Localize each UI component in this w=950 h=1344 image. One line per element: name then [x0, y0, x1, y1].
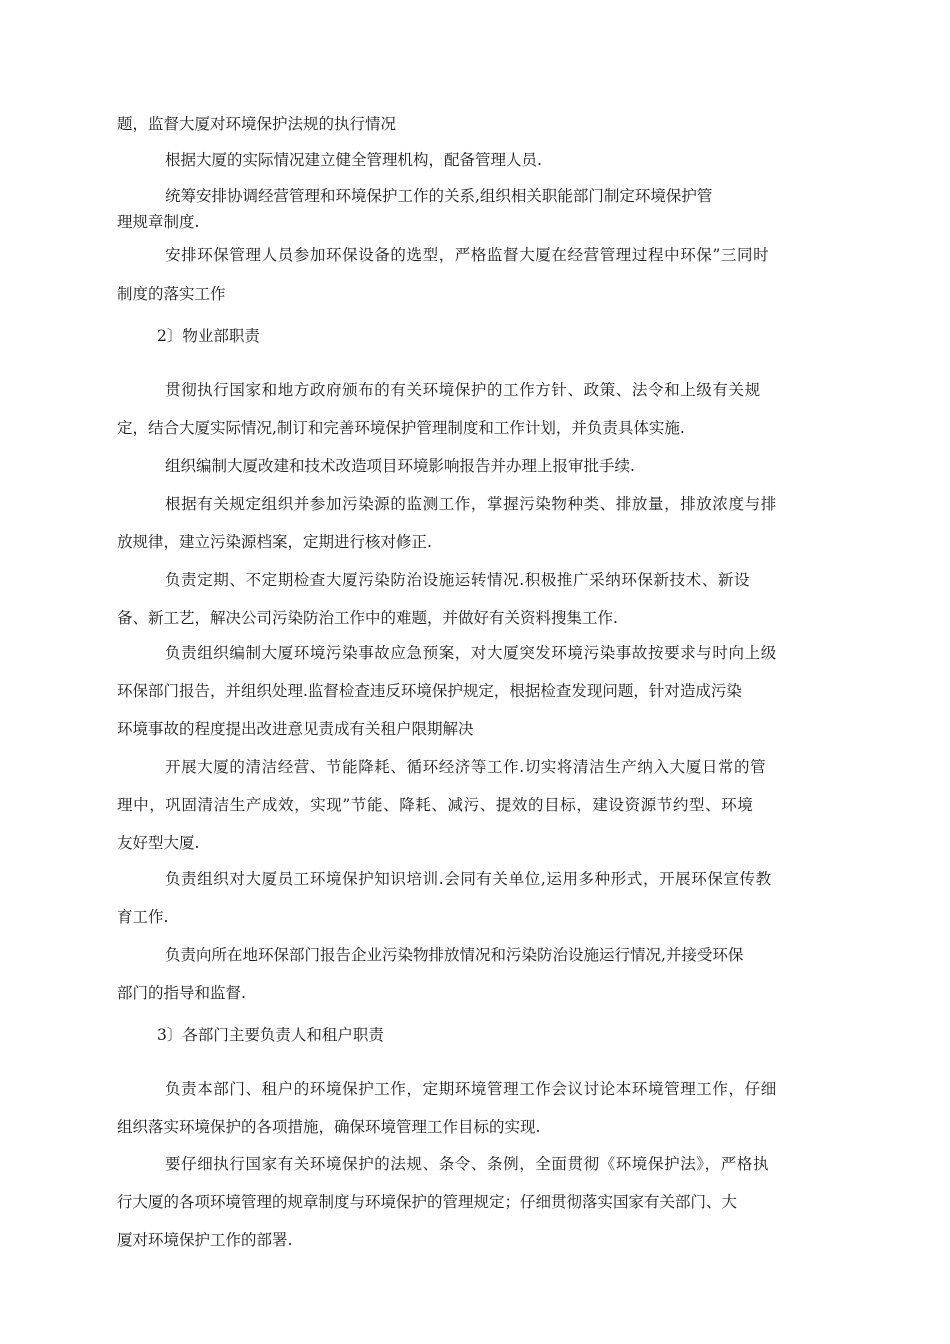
- section-2-p4b: 备、新工艺，解决公司污染防治工作中的难题，并做好有关资料搜集工作.: [117, 609, 618, 627]
- intro-line-3a: 统筹安排协调经营管理和环境保护工作的关系,组织相关职能部门制定环境保护管: [165, 187, 713, 205]
- section-2-p5b: 环保部门报告，并组织处理.监督检查违反环境保护规定，根据检查发现问题，针对造成污染: [117, 682, 742, 700]
- section-2-p2: 组织编制大厦改建和技术改造项目环境影响报告并办理上报审批手续.: [165, 457, 635, 475]
- section-2-p6c: 友好型大厦.: [117, 834, 200, 852]
- section-2-p3b: 放规律，建立污染源档案，定期进行核对修正.: [117, 533, 432, 551]
- section-2-p8a: 负责向所在地环保部门报告企业污染物排放情况和污染防治设施运行情况,并接受环保: [165, 946, 744, 964]
- section-2-p8b: 部门的指导和监督.: [117, 984, 246, 1002]
- section-3-heading: 3〕各部门主要负责人和租户职责: [157, 1026, 384, 1044]
- section-3-p2c: 厦对环境保护工作的部署.: [117, 1231, 293, 1249]
- intro-line-4a: 安排环保管理人员参加环保设备的选型，严格监督大厦在经营管理过程中环保”三同时: [165, 246, 770, 264]
- section-3-p2b: 行大厦的各项环境管理的规章制度与环境保护的管理规定；仔细贯彻落实国家有关部门、大: [117, 1193, 738, 1211]
- section-3-p2a: 要仔细执行国家有关环境保护的法规、条令、条例，全面贯彻《环境保护法》，严格执: [165, 1155, 770, 1173]
- section-2-p4a: 负责定期、不定期检查大厦污染防治设施运转情况.积极推广采纳环保新技术、新设: [165, 571, 751, 589]
- intro-line-1: 题，监督大厦对环境保护法规的执行情况: [117, 115, 397, 133]
- intro-line-3b: 理规章制度.: [117, 213, 200, 231]
- section-2-p5a: 负责组织编制大厦环境污染事故应急预案，对大厦突发环境污染事故按要求与时向上级: [165, 644, 777, 662]
- section-2-p7b: 育工作.: [117, 908, 169, 926]
- section-2-p7a: 负责组织对大厦员工环境保护知识培训.会同有关单位,运用多种形式，开展环保宣传教: [165, 870, 772, 888]
- section-2-p3a: 根据有关规定组织并参加污染源的监测工作，掌握污染物种类、排放量，排放浓度与排: [165, 495, 777, 513]
- section-2-p1a: 贯彻执行国家和地方政府颁布的有关环境保护的工作方针、政策、法令和上级有关规: [165, 381, 761, 399]
- section-2-p1b: 定，结合大厦实际情况,制订和完善环境保护管理制度和工作计划，并负责具体实施.: [117, 419, 685, 437]
- section-2-p6b: 理中，巩固清洁生产成效，实现”节能、降耗、减污、提效的目标，建设资源节约型、环境: [117, 796, 754, 814]
- intro-line-2: 根据大厦的实际情况建立健全管理机构，配备管理人员.: [165, 151, 542, 169]
- section-3-p1a: 负责本部门、租户的环境保护工作，定期环境管理工作会议讨论本环境管理工作，仔细: [165, 1080, 777, 1098]
- section-3-p1b: 组织落实环境保护的各项措施，确保环境管理工作目标的实现.: [117, 1118, 541, 1136]
- section-2-heading: 2〕物业部职责: [157, 327, 260, 345]
- section-2-p5c: 环境事故的程度提出改进意见责成有关租户限期解决: [117, 720, 474, 738]
- intro-line-4b: 制度的落实工作: [117, 285, 226, 303]
- section-2-p6a: 开展大厦的清洁经营、节能降耗、循环经济等工作.切实将清洁生产纳入大厦日常的管: [165, 758, 767, 776]
